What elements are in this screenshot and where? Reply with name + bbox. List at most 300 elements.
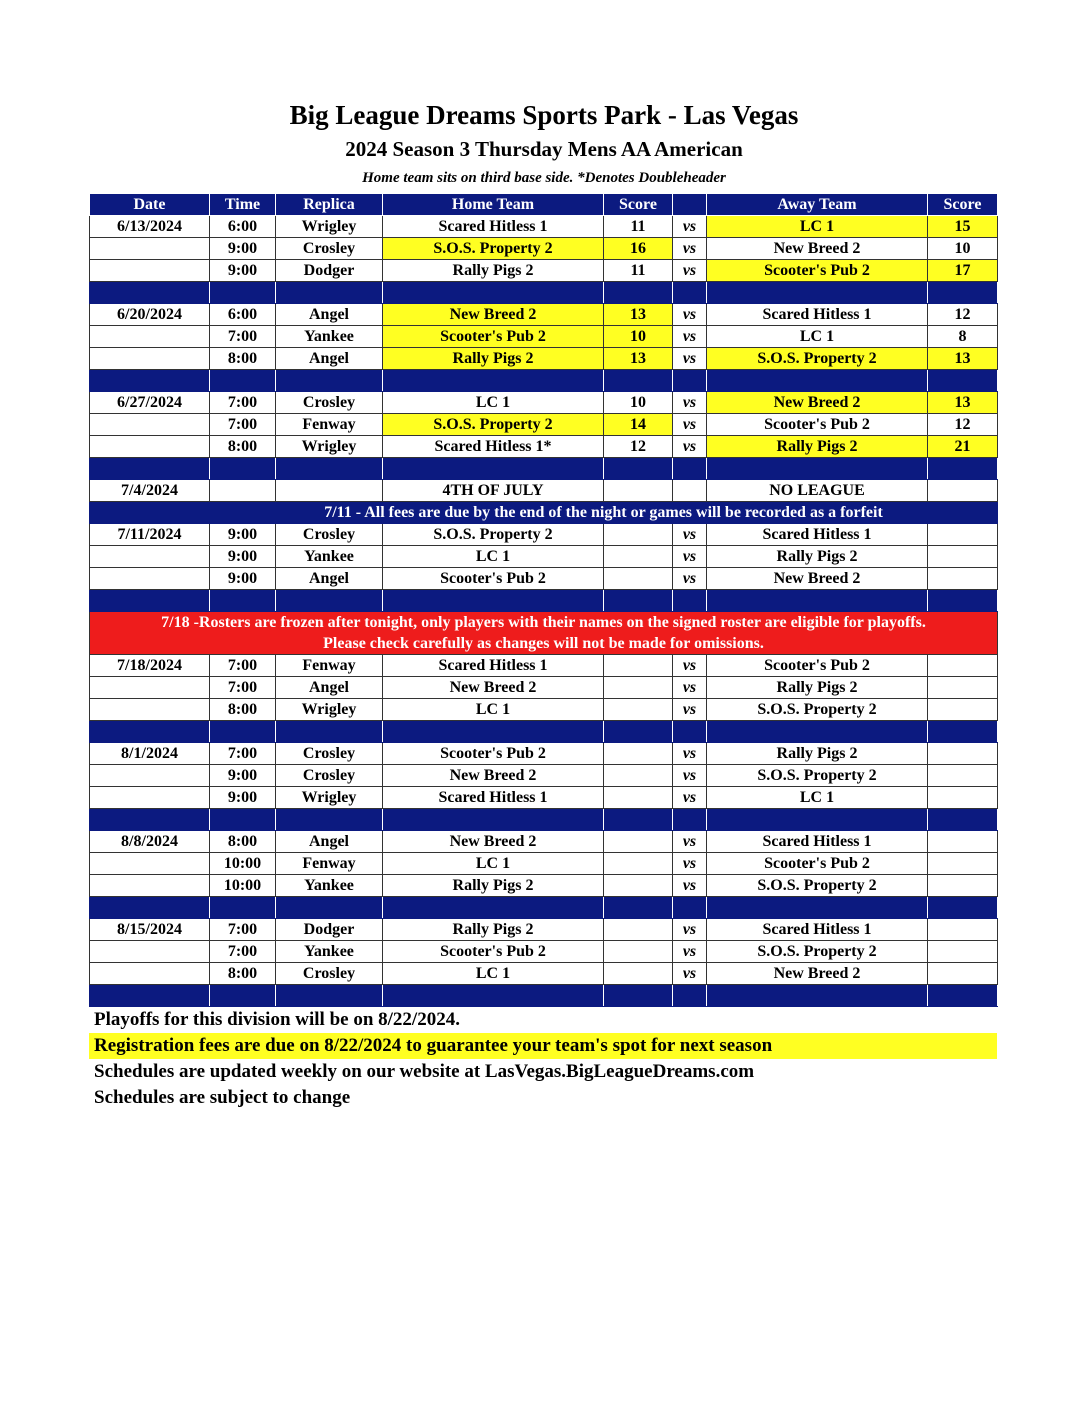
spacer-cell bbox=[90, 370, 210, 392]
home-team: Scooter's Pub 2 bbox=[383, 743, 604, 765]
home-team: LC 1 bbox=[383, 853, 604, 875]
vs-label: vs bbox=[673, 655, 707, 677]
away-score bbox=[928, 699, 998, 721]
home-team: Scooter's Pub 2 bbox=[383, 941, 604, 963]
game-field: Fenway bbox=[276, 853, 383, 875]
spacer-cell bbox=[210, 721, 276, 743]
away-team: S.O.S. Property 2 bbox=[707, 941, 928, 963]
game-field: Crosley bbox=[276, 765, 383, 787]
spacer-cell bbox=[707, 590, 928, 612]
away-team: Scooter's Pub 2 bbox=[707, 260, 928, 282]
away-score bbox=[928, 480, 998, 502]
game-date bbox=[90, 699, 210, 721]
spacer-cell bbox=[928, 282, 998, 304]
game-time: 7:00 bbox=[210, 941, 276, 963]
footer-registration: Registration fees are due on 8/22/2024 to guarantee your team's spot for next season bbox=[89, 1033, 997, 1059]
game-date: 6/13/2024 bbox=[90, 216, 210, 238]
vs-label: vs bbox=[673, 568, 707, 590]
column-header-home-score: Score bbox=[604, 194, 673, 216]
spacer-cell bbox=[383, 282, 604, 304]
home-team: Scared Hitless 1 bbox=[383, 787, 604, 809]
alert-message bbox=[90, 612, 998, 655]
spacer-cell bbox=[604, 590, 673, 612]
spacer-cell bbox=[90, 458, 210, 480]
spacer-cell bbox=[707, 809, 928, 831]
spacer-cell bbox=[276, 721, 383, 743]
game-field: Yankee bbox=[276, 546, 383, 568]
spacer-cell bbox=[604, 985, 673, 1007]
home-team: S.O.S. Property 2 bbox=[383, 524, 604, 546]
game-row bbox=[90, 765, 998, 787]
schedule-note: Home team sits on third base side. *Denotes Doubleheader bbox=[362, 170, 726, 186]
game-time: 7:00 bbox=[210, 743, 276, 765]
spacer-cell bbox=[383, 458, 604, 480]
spacer-cell bbox=[604, 809, 673, 831]
game-row bbox=[90, 480, 998, 502]
column-header-time: Time bbox=[210, 194, 276, 216]
home-score: 13 bbox=[604, 348, 673, 370]
away-team: S.O.S. Property 2 bbox=[707, 765, 928, 787]
game-date: 8/1/2024 bbox=[90, 743, 210, 765]
schedule-table bbox=[89, 193, 998, 1007]
spacer-cell bbox=[604, 721, 673, 743]
away-score bbox=[928, 831, 998, 853]
spacer-cell bbox=[383, 721, 604, 743]
spacer-cell bbox=[673, 809, 707, 831]
spacer-cell bbox=[928, 721, 998, 743]
game-field: Crosley bbox=[276, 392, 383, 414]
game-time: 6:00 bbox=[210, 216, 276, 238]
spacer-cell bbox=[928, 590, 998, 612]
away-team: S.O.S. Property 2 bbox=[707, 699, 928, 721]
game-row bbox=[90, 546, 998, 568]
spacer-cell bbox=[707, 282, 928, 304]
game-row bbox=[90, 787, 998, 809]
home-team: LC 1 bbox=[383, 699, 604, 721]
spacer-cell bbox=[673, 370, 707, 392]
home-score bbox=[604, 743, 673, 765]
spacer-cell bbox=[673, 897, 707, 919]
game-field: Crosley bbox=[276, 963, 383, 985]
home-team: Scooter's Pub 2 bbox=[383, 568, 604, 590]
spacer-row bbox=[90, 897, 998, 919]
away-score bbox=[928, 963, 998, 985]
home-team: New Breed 2 bbox=[383, 304, 604, 326]
away-score bbox=[928, 568, 998, 590]
notice-spacer-cell bbox=[90, 502, 210, 524]
spacer-cell bbox=[210, 282, 276, 304]
vs-label: vs bbox=[673, 348, 707, 370]
home-team: Rally Pigs 2 bbox=[383, 875, 604, 897]
game-date: 6/27/2024 bbox=[90, 392, 210, 414]
game-field: Wrigley bbox=[276, 699, 383, 721]
game-date: 7/4/2024 bbox=[90, 480, 210, 502]
game-row bbox=[90, 216, 998, 238]
game-date bbox=[90, 963, 210, 985]
alert-row bbox=[90, 612, 998, 655]
spacer-row bbox=[90, 282, 998, 304]
home-score: 14 bbox=[604, 414, 673, 436]
spacer-cell bbox=[928, 985, 998, 1007]
away-score bbox=[928, 787, 998, 809]
game-row bbox=[90, 963, 998, 985]
spacer-cell bbox=[673, 721, 707, 743]
home-score: 11 bbox=[604, 216, 673, 238]
vs-label bbox=[673, 480, 707, 502]
home-team: LC 1 bbox=[383, 963, 604, 985]
home-score bbox=[604, 655, 673, 677]
game-row bbox=[90, 260, 998, 282]
vs-label: vs bbox=[673, 919, 707, 941]
vs-label: vs bbox=[673, 436, 707, 458]
home-team: LC 1 bbox=[383, 546, 604, 568]
spacer-cell bbox=[673, 282, 707, 304]
home-team: 4TH OF JULY bbox=[383, 480, 604, 502]
game-row bbox=[90, 919, 998, 941]
game-time: 10:00 bbox=[210, 875, 276, 897]
game-field: Dodger bbox=[276, 919, 383, 941]
away-score bbox=[928, 875, 998, 897]
game-time: 7:00 bbox=[210, 919, 276, 941]
spacer-cell bbox=[928, 458, 998, 480]
away-team: LC 1 bbox=[707, 326, 928, 348]
spacer-cell bbox=[707, 721, 928, 743]
away-team: Scared Hitless 1 bbox=[707, 304, 928, 326]
away-score: 12 bbox=[928, 304, 998, 326]
game-date bbox=[90, 765, 210, 787]
home-team: New Breed 2 bbox=[383, 677, 604, 699]
home-score bbox=[604, 568, 673, 590]
vs-label: vs bbox=[673, 414, 707, 436]
vs-label: vs bbox=[673, 963, 707, 985]
game-time: 6:00 bbox=[210, 304, 276, 326]
spacer-cell bbox=[673, 985, 707, 1007]
game-row bbox=[90, 414, 998, 436]
vs-label: vs bbox=[673, 677, 707, 699]
game-time: 7:00 bbox=[210, 326, 276, 348]
game-row bbox=[90, 326, 998, 348]
spacer-cell bbox=[928, 809, 998, 831]
spacer-cell bbox=[928, 897, 998, 919]
game-row bbox=[90, 655, 998, 677]
game-time: 9:00 bbox=[210, 787, 276, 809]
vs-label: vs bbox=[673, 941, 707, 963]
home-team: New Breed 2 bbox=[383, 831, 604, 853]
spacer-cell bbox=[276, 370, 383, 392]
footer-change: Schedules are subject to change bbox=[94, 1087, 351, 1108]
spacer-row bbox=[90, 590, 998, 612]
game-date bbox=[90, 787, 210, 809]
away-score bbox=[928, 853, 998, 875]
home-team: Scooter's Pub 2 bbox=[383, 326, 604, 348]
away-team: New Breed 2 bbox=[707, 238, 928, 260]
game-date bbox=[90, 568, 210, 590]
away-score bbox=[928, 677, 998, 699]
spacer-cell bbox=[383, 809, 604, 831]
alert-line-2: Please check carefully as changes will not be made for omissions. bbox=[323, 635, 764, 652]
page-subtitle: 2024 Season 3 Thursday Mens AA American bbox=[345, 137, 743, 161]
game-row bbox=[90, 699, 998, 721]
home-score bbox=[604, 963, 673, 985]
away-team: LC 1 bbox=[707, 216, 928, 238]
away-score: 8 bbox=[928, 326, 998, 348]
home-score: 10 bbox=[604, 326, 673, 348]
away-score bbox=[928, 941, 998, 963]
column-header-replica: Replica bbox=[276, 194, 383, 216]
home-score bbox=[604, 765, 673, 787]
game-date bbox=[90, 853, 210, 875]
vs-label: vs bbox=[673, 699, 707, 721]
away-score: 10 bbox=[928, 238, 998, 260]
spacer-cell bbox=[383, 370, 604, 392]
game-field: Angel bbox=[276, 831, 383, 853]
vs-label: vs bbox=[673, 787, 707, 809]
away-team: Scared Hitless 1 bbox=[707, 919, 928, 941]
spacer-row bbox=[90, 809, 998, 831]
home-team: LC 1 bbox=[383, 392, 604, 414]
game-time: 9:00 bbox=[210, 765, 276, 787]
game-field bbox=[276, 480, 383, 502]
game-time: 10:00 bbox=[210, 853, 276, 875]
game-row bbox=[90, 524, 998, 546]
home-score bbox=[604, 875, 673, 897]
game-date bbox=[90, 941, 210, 963]
home-score bbox=[604, 787, 673, 809]
spacer-cell bbox=[210, 370, 276, 392]
vs-label: vs bbox=[673, 831, 707, 853]
spacer-cell bbox=[210, 897, 276, 919]
away-score bbox=[928, 743, 998, 765]
game-field: Yankee bbox=[276, 941, 383, 963]
column-header-date: Date bbox=[90, 194, 210, 216]
away-team: Scared Hitless 1 bbox=[707, 831, 928, 853]
vs-label: vs bbox=[673, 392, 707, 414]
away-team: LC 1 bbox=[707, 787, 928, 809]
spacer-cell bbox=[604, 897, 673, 919]
vs-label: vs bbox=[673, 853, 707, 875]
away-team: S.O.S. Property 2 bbox=[707, 875, 928, 897]
game-row bbox=[90, 238, 998, 260]
game-field: Yankee bbox=[276, 326, 383, 348]
away-score bbox=[928, 919, 998, 941]
spacer-cell bbox=[276, 897, 383, 919]
away-team: New Breed 2 bbox=[707, 963, 928, 985]
game-time: 9:00 bbox=[210, 568, 276, 590]
home-team: Scared Hitless 1 bbox=[383, 655, 604, 677]
game-field: Yankee bbox=[276, 875, 383, 897]
game-date bbox=[90, 260, 210, 282]
home-score bbox=[604, 941, 673, 963]
spacer-cell bbox=[90, 282, 210, 304]
vs-label: vs bbox=[673, 216, 707, 238]
home-team: S.O.S. Property 2 bbox=[383, 414, 604, 436]
vs-label: vs bbox=[673, 765, 707, 787]
home-team: Rally Pigs 2 bbox=[383, 919, 604, 941]
game-time: 7:00 bbox=[210, 392, 276, 414]
away-team: New Breed 2 bbox=[707, 392, 928, 414]
away-score bbox=[928, 655, 998, 677]
away-team: Rally Pigs 2 bbox=[707, 436, 928, 458]
spacer-cell bbox=[383, 897, 604, 919]
home-score: 11 bbox=[604, 260, 673, 282]
away-team: Rally Pigs 2 bbox=[707, 546, 928, 568]
home-team: New Breed 2 bbox=[383, 765, 604, 787]
away-team: S.O.S. Property 2 bbox=[707, 348, 928, 370]
spacer-cell bbox=[383, 985, 604, 1007]
vs-label: vs bbox=[673, 546, 707, 568]
game-field: Angel bbox=[276, 348, 383, 370]
game-date: 7/11/2024 bbox=[90, 524, 210, 546]
home-score bbox=[604, 546, 673, 568]
game-row bbox=[90, 348, 998, 370]
spacer-cell bbox=[90, 897, 210, 919]
away-score: 17 bbox=[928, 260, 998, 282]
game-field: Angel bbox=[276, 304, 383, 326]
home-team: Scared Hitless 1* bbox=[383, 436, 604, 458]
game-row bbox=[90, 568, 998, 590]
game-time: 9:00 bbox=[210, 546, 276, 568]
home-score bbox=[604, 831, 673, 853]
away-score: 13 bbox=[928, 392, 998, 414]
vs-label: vs bbox=[673, 524, 707, 546]
game-time: 9:00 bbox=[210, 238, 276, 260]
game-field: Angel bbox=[276, 568, 383, 590]
home-team: Rally Pigs 2 bbox=[383, 260, 604, 282]
game-date bbox=[90, 875, 210, 897]
game-row bbox=[90, 875, 998, 897]
spacer-cell bbox=[673, 458, 707, 480]
game-time: 9:00 bbox=[210, 524, 276, 546]
spacer-cell bbox=[604, 458, 673, 480]
game-time: 7:00 bbox=[210, 414, 276, 436]
game-time: 8:00 bbox=[210, 699, 276, 721]
vs-label: vs bbox=[673, 743, 707, 765]
away-score bbox=[928, 524, 998, 546]
vs-label: vs bbox=[673, 304, 707, 326]
game-time: 9:00 bbox=[210, 260, 276, 282]
home-score: 10 bbox=[604, 392, 673, 414]
spacer-row bbox=[90, 721, 998, 743]
spacer-cell bbox=[707, 897, 928, 919]
game-row bbox=[90, 831, 998, 853]
spacer-cell bbox=[90, 809, 210, 831]
spacer-cell bbox=[90, 590, 210, 612]
game-date bbox=[90, 348, 210, 370]
spacer-cell bbox=[276, 985, 383, 1007]
home-score: 12 bbox=[604, 436, 673, 458]
game-row bbox=[90, 436, 998, 458]
game-date: 8/15/2024 bbox=[90, 919, 210, 941]
spacer-cell bbox=[210, 590, 276, 612]
spacer-row bbox=[90, 370, 998, 392]
away-team: NO LEAGUE bbox=[707, 480, 928, 502]
game-field: Crosley bbox=[276, 743, 383, 765]
home-score bbox=[604, 480, 673, 502]
away-team: Scooter's Pub 2 bbox=[707, 853, 928, 875]
home-score bbox=[604, 853, 673, 875]
game-row bbox=[90, 743, 998, 765]
game-time bbox=[210, 480, 276, 502]
home-team: Rally Pigs 2 bbox=[383, 348, 604, 370]
vs-label: vs bbox=[673, 875, 707, 897]
game-row bbox=[90, 941, 998, 963]
game-row bbox=[90, 677, 998, 699]
spacer-cell bbox=[707, 458, 928, 480]
home-score bbox=[604, 919, 673, 941]
spacer-row bbox=[90, 985, 998, 1007]
game-date bbox=[90, 436, 210, 458]
game-row bbox=[90, 392, 998, 414]
game-time: 8:00 bbox=[210, 436, 276, 458]
game-field: Angel bbox=[276, 677, 383, 699]
spacer-cell bbox=[707, 370, 928, 392]
footer-website: Schedules are updated weekly on our website at LasVegas.BigLeagueDreams.com bbox=[94, 1061, 755, 1082]
game-field: Dodger bbox=[276, 260, 383, 282]
game-field: Crosley bbox=[276, 238, 383, 260]
game-field: Wrigley bbox=[276, 787, 383, 809]
game-row bbox=[90, 853, 998, 875]
game-date: 7/18/2024 bbox=[90, 655, 210, 677]
spacer-row bbox=[90, 458, 998, 480]
game-field: Fenway bbox=[276, 655, 383, 677]
game-date bbox=[90, 326, 210, 348]
game-date: 8/8/2024 bbox=[90, 831, 210, 853]
game-row bbox=[90, 304, 998, 326]
away-team: Rally Pigs 2 bbox=[707, 743, 928, 765]
home-team: S.O.S. Property 2 bbox=[383, 238, 604, 260]
spacer-cell bbox=[90, 985, 210, 1007]
spacer-cell bbox=[276, 809, 383, 831]
home-score bbox=[604, 524, 673, 546]
spacer-cell bbox=[276, 458, 383, 480]
home-score bbox=[604, 677, 673, 699]
game-time: 8:00 bbox=[210, 831, 276, 853]
game-date: 6/20/2024 bbox=[90, 304, 210, 326]
away-score: 12 bbox=[928, 414, 998, 436]
spacer-cell bbox=[210, 809, 276, 831]
spacer-cell bbox=[707, 985, 928, 1007]
column-header-away-score: Score bbox=[928, 194, 998, 216]
away-score: 13 bbox=[928, 348, 998, 370]
away-score: 15 bbox=[928, 216, 998, 238]
vs-label: vs bbox=[673, 238, 707, 260]
game-field: Wrigley bbox=[276, 436, 383, 458]
game-time: 7:00 bbox=[210, 655, 276, 677]
away-team: Scared Hitless 1 bbox=[707, 524, 928, 546]
home-score: 16 bbox=[604, 238, 673, 260]
game-time: 8:00 bbox=[210, 963, 276, 985]
game-date bbox=[90, 677, 210, 699]
notice-row bbox=[90, 502, 998, 524]
spacer-cell bbox=[673, 590, 707, 612]
away-score bbox=[928, 546, 998, 568]
spacer-cell bbox=[210, 985, 276, 1007]
spacer-cell bbox=[604, 282, 673, 304]
game-field: Fenway bbox=[276, 414, 383, 436]
footer-playoffs: Playoffs for this division will be on 8/22/2024. bbox=[94, 1009, 460, 1030]
alert-line-1: 7/18 -Rosters are frozen after tonight, only players with their names on the signed roster are eligible for playoffs. bbox=[161, 614, 926, 631]
away-score bbox=[928, 765, 998, 787]
away-team: Rally Pigs 2 bbox=[707, 677, 928, 699]
header-row bbox=[90, 194, 998, 216]
away-score: 21 bbox=[928, 436, 998, 458]
home-team: Scared Hitless 1 bbox=[383, 216, 604, 238]
column-header-away-team: Away Team bbox=[707, 194, 928, 216]
home-score: 13 bbox=[604, 304, 673, 326]
game-date bbox=[90, 414, 210, 436]
spacer-cell bbox=[276, 590, 383, 612]
game-time: 7:00 bbox=[210, 677, 276, 699]
